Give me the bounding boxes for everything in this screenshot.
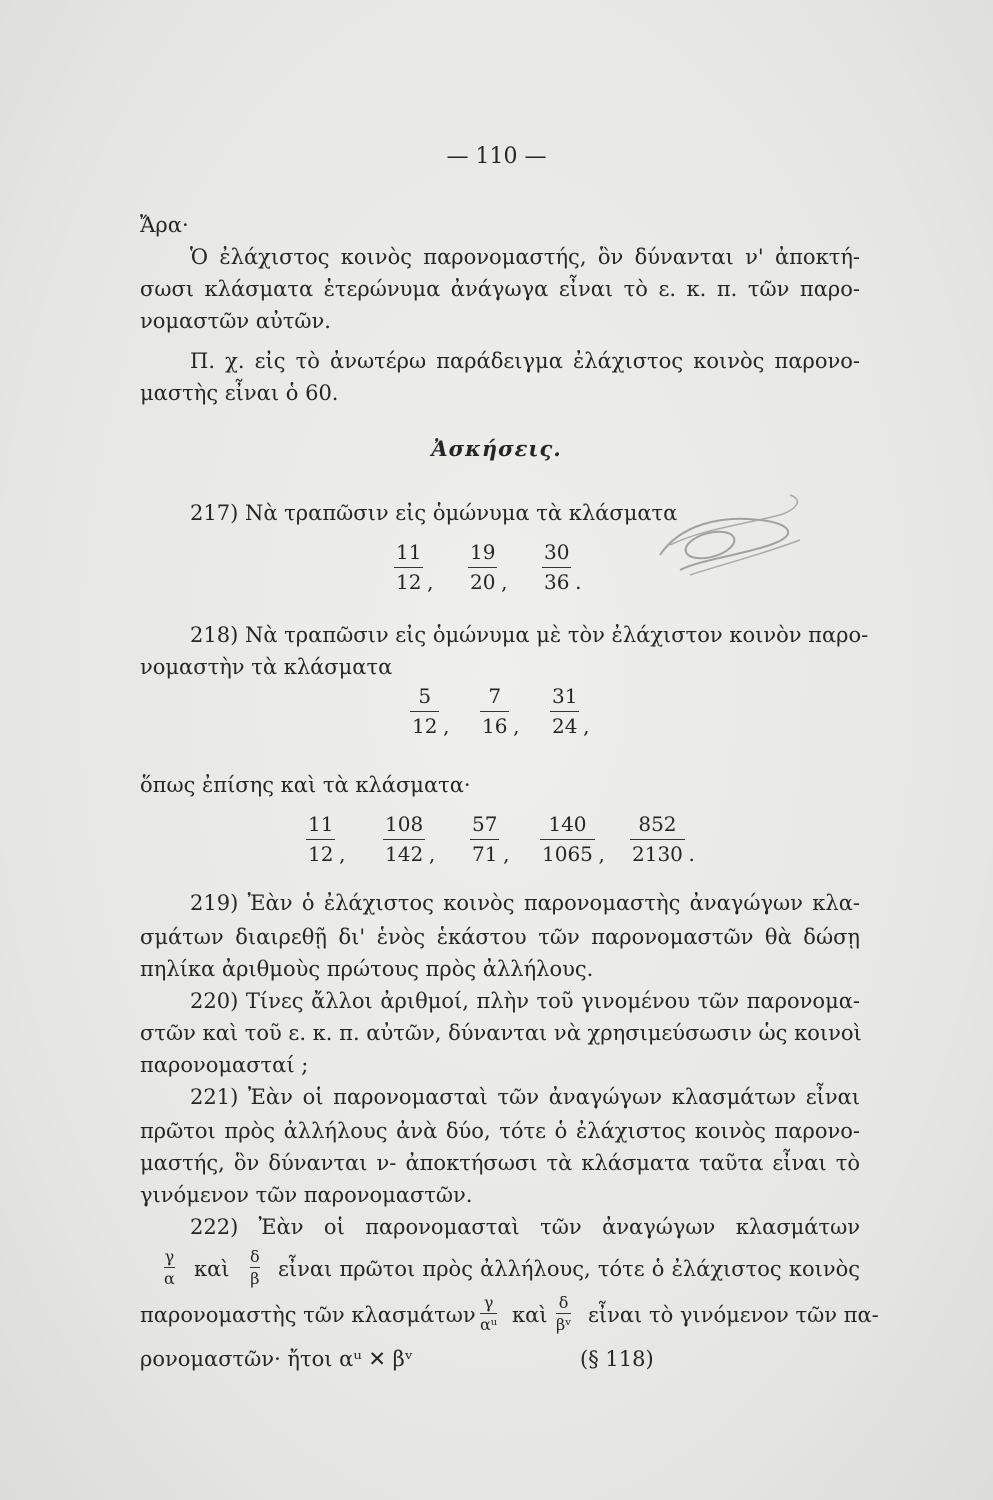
- exercise-219-line-3: πηλίκα ἀριθμοὺς πρώτους πρὸς ἀλλήλους.: [140, 957, 594, 981]
- fraction: [470, 812, 510, 866]
- fraction-numerator: 11: [308, 812, 334, 836]
- intro-line-3: νομαστῶν αὐτῶν.: [140, 309, 331, 333]
- fraction-separator: .: [688, 842, 695, 866]
- exercise-221-line-1: 221) Ἐὰν οἱ παρονομασταὶ τῶν ἀναγώγων κλασμάτων εἶναι: [190, 1085, 860, 1109]
- fraction-denominator: 24: [552, 714, 578, 738]
- fraction-bar: [540, 839, 595, 840]
- fraction: [556, 1294, 571, 1333]
- fraction-bar: [550, 711, 579, 712]
- fraction-bar: [250, 1267, 260, 1268]
- fraction-bar: [410, 711, 439, 712]
- fraction-separator: ,: [583, 714, 590, 738]
- exercise-222-line-3b: εἶναι τὸ γινόμενον τῶν πα-: [588, 1303, 879, 1327]
- fraction-bar: [630, 839, 685, 840]
- fraction-numerator: 30: [544, 540, 570, 564]
- fraction: [468, 540, 508, 594]
- fraction-denominator: 71: [472, 842, 498, 866]
- fraction: [394, 540, 434, 594]
- conjunction-kai: καὶ: [194, 1257, 230, 1281]
- fraction-separator: ,: [339, 842, 346, 866]
- fraction-numerator: 140: [548, 812, 587, 836]
- exercise-217-text: 217) Νὰ τραπῶσιν εἰς ὁμώνυμα τὰ κλάσματα: [190, 501, 678, 525]
- fraction-separator: ,: [598, 842, 605, 866]
- fraction-numerator: 852: [638, 812, 677, 836]
- fraction: [164, 1248, 175, 1287]
- fraction-bar: [480, 711, 509, 712]
- fraction-denominator: 12: [412, 714, 438, 738]
- fraction-numerator: 19: [470, 540, 496, 564]
- fraction: [250, 1248, 260, 1287]
- fraction: [480, 1294, 497, 1333]
- fraction-separator: ,: [503, 842, 510, 866]
- fraction-numerator: γ: [164, 1247, 175, 1266]
- exercise-218-line-3: ὅπως ἐπίσης καὶ τὰ κλάσματα·: [140, 773, 471, 797]
- fraction-denominator: α: [164, 1269, 175, 1288]
- exercise-220-line-1: 220) Τίνες ἄλλοι ἀριθμοί, πλὴν τοῦ γινομένου τῶν παρονομα-: [190, 989, 860, 1013]
- fraction-denominator: 20: [470, 570, 496, 594]
- exercise-221-line-2: πρῶτοι πρὸς ἀλλήλους ἀνὰ δύο, τότε ὁ ἐλάχιστος κοινὸς παρονο-: [140, 1119, 860, 1143]
- exercise-222-line-4: ρονομαστῶν· ἤτοι αᵘ ✕ βᵛ: [140, 1347, 413, 1371]
- fraction-numerator: δ: [558, 1293, 569, 1312]
- conjunction-kai: καὶ: [512, 1303, 548, 1327]
- pencil-scribble: [640, 485, 820, 595]
- fraction: [306, 812, 346, 866]
- fraction-denominator: αᵘ: [480, 1315, 498, 1334]
- fraction-bar: [480, 1313, 497, 1314]
- exercise-221-line-3: μαστής, ὃν δύνανται ν- ἀποκτήσωσι τὰ κλάσματα ταῦτα εἶναι τὸ: [140, 1151, 860, 1175]
- fraction-numerator: 7: [488, 684, 502, 708]
- fraction-separator: .: [575, 570, 582, 594]
- exercise-218-line-2: νομαστὴν τὰ κλάσματα: [140, 655, 393, 679]
- fraction-denominator: 1065: [542, 842, 593, 866]
- exercises-heading: Ἀσκήσεις.: [431, 436, 562, 461]
- fraction-bar: [394, 567, 423, 568]
- fraction-bar: [383, 839, 425, 840]
- exercise-221-line-4: γινόμενον τῶν παρονομαστῶν.: [140, 1183, 473, 1207]
- fraction-bar: [306, 839, 335, 840]
- exercise-219-line-2: σμάτων διαιρεθῇ δι' ἑνὸς ἑκάστου τῶν παρονομαστῶν θὰ δώσῃ: [140, 925, 860, 949]
- fraction: [410, 684, 450, 738]
- fraction-denominator: 16: [482, 714, 508, 738]
- fraction-separator: ,: [513, 714, 520, 738]
- fraction-bar: [556, 1313, 571, 1314]
- fraction-denominator: 12: [396, 570, 422, 594]
- fraction-denominator: βᵛ: [556, 1315, 572, 1334]
- intro-line-5: μαστὴς εἶναι ὁ 60.: [140, 381, 339, 405]
- fraction: [630, 812, 695, 866]
- fraction-numerator: 5: [418, 684, 432, 708]
- exercise-220-line-2: στῶν καὶ τοῦ ε. κ. π. αὐτῶν, δύνανται νὰ χρησιμεύσωσιν ὡς κοινοὶ: [140, 1021, 862, 1045]
- fraction-bar: [164, 1267, 175, 1268]
- fraction: [542, 540, 582, 594]
- fraction-denominator: 36: [544, 570, 570, 594]
- exercise-220-line-3: παρονομασταί ;: [140, 1053, 309, 1077]
- fraction-numerator: 108: [385, 812, 424, 836]
- fraction-numerator: δ: [250, 1247, 260, 1266]
- fraction-separator: ,: [443, 714, 450, 738]
- exercise-218-line-1: 218) Νὰ τραπῶσιν εἰς ὁμώνυμα μὲ τὸν ἐλάχιστον κοινὸν παρο-: [190, 623, 869, 647]
- exercise-222-line-3a: παρονομαστὴς τῶν κλασμάτων: [140, 1303, 476, 1327]
- fraction: [383, 812, 436, 866]
- fraction-denominator: 2130: [632, 842, 683, 866]
- fraction-numerator: 31: [552, 684, 578, 708]
- intro-line-1: Ὁ ἐλάχιστος κοινὸς παρονομαστής, ὃν δύνανται ν' ἀποκτή-: [190, 245, 860, 269]
- fraction-denominator: β: [250, 1269, 260, 1288]
- fraction-denominator: 142: [385, 842, 424, 866]
- fraction-separator: ,: [501, 570, 508, 594]
- fraction-denominator: 12: [308, 842, 334, 866]
- fraction-bar: [542, 567, 571, 568]
- fraction: [540, 812, 605, 866]
- fraction-separator: ,: [428, 842, 436, 866]
- page-number: — 110 —: [446, 144, 547, 169]
- fraction-numerator: 57: [472, 812, 498, 836]
- fraction: [480, 684, 520, 738]
- exercise-222-line-1: 222) Ἐὰν οἱ παρονομασταὶ τῶν ἀναγώγων κλασμάτων: [190, 1215, 860, 1239]
- fraction-numerator: 11: [396, 540, 422, 564]
- exercise-222-line-2: εἶναι πρῶτοι πρὸς ἀλλήλους, τότε ὁ ἐλάχιστος κοινὸς: [278, 1257, 860, 1281]
- fraction: [550, 684, 590, 738]
- fraction-bar: [468, 567, 497, 568]
- intro-line-4: Π. χ. εἰς τὸ ἀνωτέρω παράδειγμα ἐλάχιστος κοινὸς παρονο-: [190, 349, 860, 373]
- fraction-bar: [470, 839, 499, 840]
- intro-line-2: σωσι κλάσματα ἑτερώνυμα ἀνάγωγα εἶναι τὸ ε. κ. π. τῶν παρο-: [140, 277, 860, 301]
- exercise-219-line-1: 219) Ἐὰν ὁ ἐλάχιστος κοινὸς παρονομαστὴς ἀναγώγων κλα-: [190, 891, 860, 915]
- fraction-numerator: γ: [483, 1293, 494, 1312]
- ara-label: Ἄρα·: [140, 213, 189, 237]
- fraction-separator: ,: [427, 570, 434, 594]
- section-reference: (§ 118): [580, 1347, 654, 1371]
